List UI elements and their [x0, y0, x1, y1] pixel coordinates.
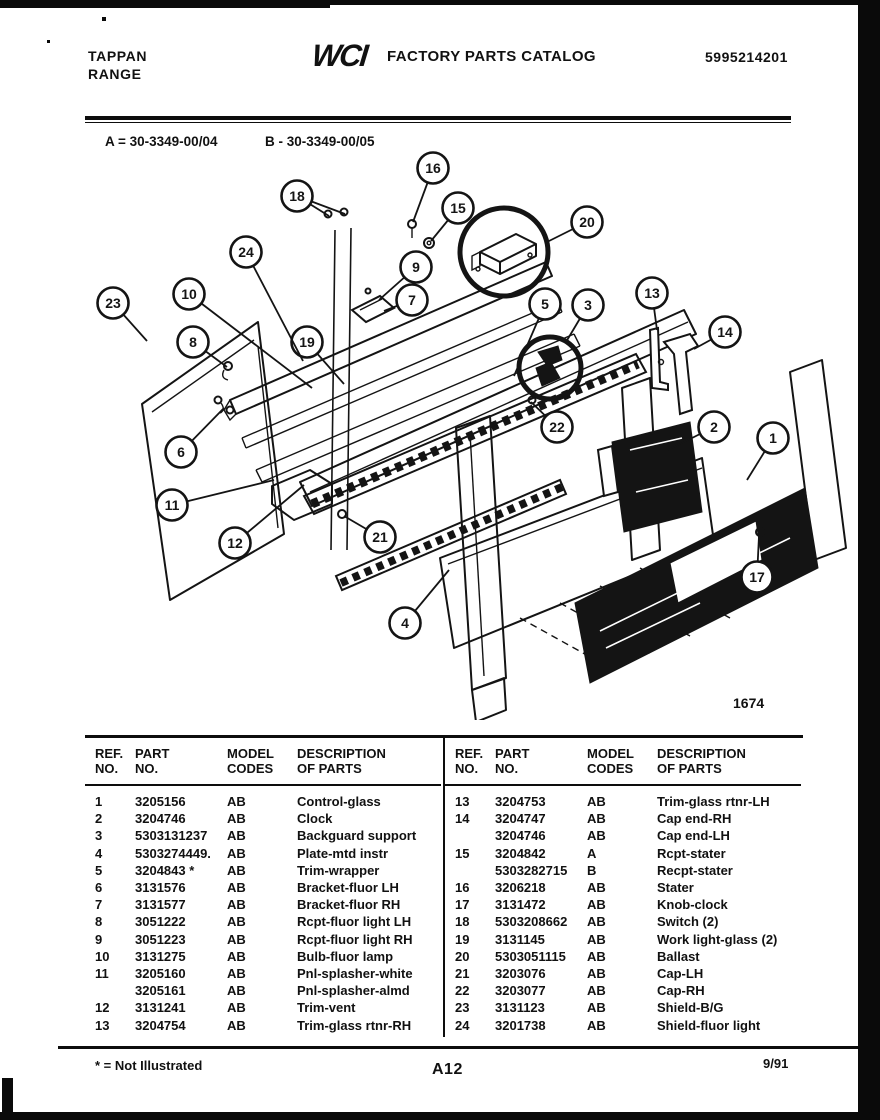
svg-text:16: 16: [425, 160, 441, 176]
cell-code: AB: [587, 931, 606, 947]
table-row: [85, 896, 441, 913]
model-b-label: B - 30-3349-00/05: [265, 134, 375, 149]
cell-desc: Pnl-splasher-white: [297, 966, 413, 982]
cell-part: 3205156: [135, 794, 186, 809]
cell-part: 3131275: [135, 948, 186, 964]
cell-part: 3203076: [495, 966, 546, 982]
svg-text:12: 12: [227, 535, 243, 551]
control-glass-panel: [575, 488, 818, 683]
table-row: [85, 845, 441, 862]
revision-date: 9/91: [763, 1056, 789, 1071]
header-rule-thin: [85, 122, 791, 123]
svg-text:11: 11: [164, 497, 180, 513]
cell-part: 3204754: [135, 1017, 186, 1033]
scan-bottom-band: [0, 1112, 858, 1120]
publication-number: 5995214201: [705, 49, 788, 65]
footnote: * = Not Illustrated: [95, 1058, 203, 1073]
cell-ref: 24: [455, 1017, 470, 1033]
cell-desc: Bracket-fluor RH: [297, 897, 401, 913]
table-row: [85, 948, 441, 965]
cell-part: 3204753: [495, 794, 546, 809]
table-row: [445, 845, 801, 862]
table-row: [445, 793, 801, 810]
callout-14: [694, 317, 741, 350]
cell-desc: Trim-wrapper: [297, 862, 380, 878]
table-header-left: REF. NO. PART NO. MODEL CODES DESCRIPTION OF PARTS: [85, 738, 441, 786]
cell-ref: 6: [95, 880, 103, 896]
callout-6: [166, 408, 225, 468]
table-row: [85, 1017, 441, 1034]
cell-desc: Bracket-fluor LH: [297, 880, 399, 896]
cell-part: 3131241: [135, 1000, 186, 1016]
cell-part: 5303131237: [135, 828, 208, 844]
svg-text:17: 17: [749, 569, 765, 585]
wci-logo: WCI: [310, 38, 369, 73]
cell-part: 3131472: [495, 897, 546, 913]
table-row: [445, 999, 801, 1016]
table-row: [85, 913, 441, 930]
callout-13: [637, 278, 668, 331]
svg-text:20: 20: [579, 214, 595, 230]
scan-corner-noise: [2, 1078, 13, 1114]
svg-text:3: 3: [584, 297, 592, 313]
cell-ref: [95, 982, 135, 999]
header-rule: [85, 116, 791, 120]
cell-part: 3131123: [495, 1000, 545, 1016]
ballast-detail: [460, 208, 548, 296]
cell-part: 5303051115: [495, 948, 566, 964]
cell-code: AB: [227, 811, 246, 827]
table-row: [85, 827, 441, 844]
catalog-title: FACTORY PARTS CATALOG: [387, 48, 596, 65]
cell-desc: Bulb-fluor lamp: [297, 948, 394, 964]
svg-text:5: 5: [541, 296, 549, 312]
cell-code: AB: [227, 862, 246, 878]
cell-ref: 1: [95, 794, 103, 809]
svg-text:21: 21: [372, 529, 388, 545]
table-row: [445, 965, 801, 982]
svg-text:23: 23: [105, 295, 121, 311]
svg-text:7: 7: [408, 292, 416, 308]
cell-ref: 20: [455, 948, 470, 964]
cell-code: AB: [227, 931, 246, 947]
cell-ref: 23: [455, 1000, 470, 1016]
cell-code: AB: [227, 966, 246, 982]
svg-text:1: 1: [769, 430, 777, 446]
callout-21: [344, 516, 396, 553]
cell-part: 5303274449.: [135, 845, 211, 861]
brand-line-2: RANGE: [88, 66, 142, 82]
cell-desc: Recpt-stater: [657, 862, 733, 878]
cell-desc: Cap-RH: [657, 983, 705, 999]
cell-code: AB: [227, 1017, 246, 1033]
cell-desc: Cap-LH: [657, 966, 704, 982]
cell-desc: Switch (2): [657, 914, 719, 930]
brand-block: [88, 47, 147, 83]
callout-18: [282, 181, 346, 217]
cell-desc: Clock: [297, 811, 333, 827]
svg-text:9: 9: [412, 259, 420, 275]
cell-part: 5303282715: [495, 862, 568, 878]
svg-text:18: 18: [289, 188, 305, 204]
cell-code: AB: [227, 845, 246, 861]
cell-part: 3204747: [495, 811, 546, 827]
cell-part: 3205160: [135, 966, 186, 982]
cell-code: AB: [587, 811, 606, 827]
cell-ref: 14: [455, 811, 470, 827]
cell-desc: Rcpt-stater: [657, 845, 726, 861]
cell-ref: 7: [95, 897, 103, 913]
cell-ref: 8: [95, 914, 103, 930]
cell-code: AB: [227, 880, 246, 896]
callout-23: [98, 288, 148, 342]
cell-part: 3203077: [495, 983, 546, 999]
table-body-right: [445, 786, 801, 1034]
table-row: [445, 827, 801, 844]
cell-desc: Trim-glass rtnr-RH: [297, 1017, 412, 1033]
table-row: [85, 793, 441, 810]
cell-part: 3131576: [135, 880, 186, 896]
page-number: A12: [432, 1061, 463, 1078]
cell-part: 3205161: [135, 983, 186, 999]
callout-15: [431, 193, 474, 242]
cell-code: AB: [587, 983, 606, 999]
cell-desc: Knob-clock: [657, 897, 728, 913]
cell-desc: Work light-glass (2): [657, 931, 778, 947]
cell-desc: Plate-mtd instr: [297, 845, 389, 861]
cell-code: B: [587, 862, 597, 878]
cell-code: AB: [587, 828, 606, 844]
cell-desc: Cap end-RH: [657, 811, 732, 827]
fluor-shield-strip: [224, 262, 552, 420]
cell-code: AB: [587, 794, 606, 809]
shield-bg-panel: [142, 322, 284, 600]
exploded-parts-diagram: [0, 148, 880, 720]
cell-desc: Cap end-LH: [657, 828, 730, 844]
cell-code: AB: [227, 897, 246, 913]
lamp-clips: [215, 362, 234, 414]
cell-part: 5303208662: [495, 914, 568, 930]
table-row: [85, 982, 441, 999]
cell-ref: 16: [455, 880, 470, 896]
table-row: [445, 862, 801, 879]
cell-ref: 15: [455, 845, 470, 861]
cell-ref: 17: [455, 897, 470, 913]
cell-code: AB: [227, 794, 246, 809]
cell-ref: 4: [95, 845, 103, 861]
scan-speck-2: [47, 40, 50, 43]
svg-text:4: 4: [401, 615, 409, 631]
cell-part: 3206218: [495, 880, 546, 896]
cell-desc: Rcpt-fluor light LH: [297, 914, 412, 930]
svg-text:13: 13: [644, 285, 660, 301]
cell-ref: 18: [455, 914, 470, 930]
cell-part: 3204842: [495, 845, 546, 861]
svg-text:10: 10: [181, 286, 197, 302]
svg-text:24: 24: [238, 244, 254, 260]
svg-text:8: 8: [189, 334, 197, 350]
cell-ref: 11: [95, 966, 109, 982]
svg-text:19: 19: [299, 334, 315, 350]
cell-code: AB: [227, 948, 246, 964]
cell-code: AB: [587, 897, 606, 913]
table-row: [445, 1017, 801, 1034]
callout-1: [747, 423, 789, 481]
table-row: [85, 965, 441, 982]
parts-table-left: [85, 738, 441, 1040]
table-row: [445, 931, 801, 948]
footer-rule: [58, 1046, 858, 1049]
cell-part: 3201738: [495, 1017, 546, 1033]
table-divider: [443, 735, 445, 1037]
cell-desc: Backguard support: [297, 828, 417, 844]
table-row: [85, 810, 441, 827]
callout-4: [390, 570, 450, 639]
svg-text:15: 15: [450, 200, 466, 216]
cell-code: AB: [587, 880, 606, 896]
cell-part: 3204843 *: [135, 862, 195, 878]
table-header-right: REF. NO. PART NO. MODEL CODES DESCRIPTION OF PARTS: [445, 738, 801, 786]
cell-ref: [455, 862, 495, 879]
cell-code: AB: [587, 966, 606, 982]
parts-table-right: [445, 738, 801, 1040]
cell-ref: 19: [455, 931, 470, 947]
table-row: [445, 810, 801, 827]
cell-ref: 22: [455, 983, 470, 999]
table-body-left: [85, 786, 441, 1034]
cell-code: AB: [227, 828, 246, 844]
table-row: [85, 931, 441, 948]
cell-part: 3051222: [135, 914, 186, 930]
cell-code: AB: [587, 1017, 606, 1033]
cell-desc: Stater: [657, 880, 694, 896]
cell-part: 3131577: [135, 897, 186, 913]
svg-text:14: 14: [717, 324, 733, 340]
scan-top-band-thick: [0, 0, 330, 8]
cell-ref: 13: [95, 1017, 110, 1033]
cell-code: AB: [587, 948, 606, 964]
svg-text:22: 22: [549, 419, 565, 435]
cap-end-bracket: [664, 334, 698, 414]
cell-desc: Trim-vent: [297, 1000, 356, 1016]
cell-desc: Ballast: [657, 948, 700, 964]
cell-ref: 5: [95, 862, 103, 878]
cell-ref: 9: [95, 931, 103, 947]
cell-code: AB: [227, 1000, 246, 1016]
cell-desc: Control-glass: [297, 794, 381, 809]
cell-part: 3204746: [495, 828, 546, 844]
brand-line-1: TAPPAN: [88, 48, 148, 64]
cell-desc: Trim-glass rtnr-LH: [657, 794, 770, 809]
clock-part: [598, 422, 702, 532]
figure-number: 1674: [733, 695, 765, 711]
cell-desc: Shield-fluor light: [657, 1017, 761, 1033]
cell-ref: 12: [95, 1000, 110, 1016]
cell-ref: 21: [455, 966, 470, 982]
cell-code: A: [587, 845, 597, 861]
cell-ref: 2: [95, 811, 103, 827]
cell-code: AB: [227, 983, 246, 999]
scan-speck-1: [102, 17, 106, 21]
callout-20: [547, 207, 603, 243]
cell-ref: [455, 827, 495, 844]
cell-desc: Pnl-splasher-almd: [297, 983, 410, 999]
table-row: [445, 913, 801, 930]
table-row: [445, 879, 801, 896]
table-row: [85, 879, 441, 896]
callout-3: [566, 290, 604, 343]
cell-desc: Shield-B/G: [657, 1000, 724, 1016]
trim-glass-retainer-bracket: [650, 328, 668, 390]
table-row: [85, 999, 441, 1016]
model-a-label: A = 30-3349-00/04: [105, 134, 218, 149]
cell-desc: Rcpt-fluor light RH: [297, 931, 413, 947]
cell-part: 3051223: [135, 931, 186, 947]
table-row: [445, 948, 801, 965]
cell-part: 3131145: [495, 931, 545, 947]
cell-code: AB: [227, 914, 246, 930]
table-row: [445, 896, 801, 913]
cell-code: AB: [587, 1000, 606, 1016]
cell-part: 3204746: [135, 811, 186, 827]
cell-ref: 10: [95, 948, 110, 964]
cell-code: AB: [587, 914, 606, 930]
cell-ref: 13: [455, 794, 470, 809]
cell-ref: 3: [95, 828, 103, 844]
table-row: [85, 862, 441, 879]
svg-text:6: 6: [177, 444, 185, 460]
table-row: [445, 982, 801, 999]
callout-11: [157, 480, 275, 521]
svg-text:2: 2: [710, 419, 718, 435]
